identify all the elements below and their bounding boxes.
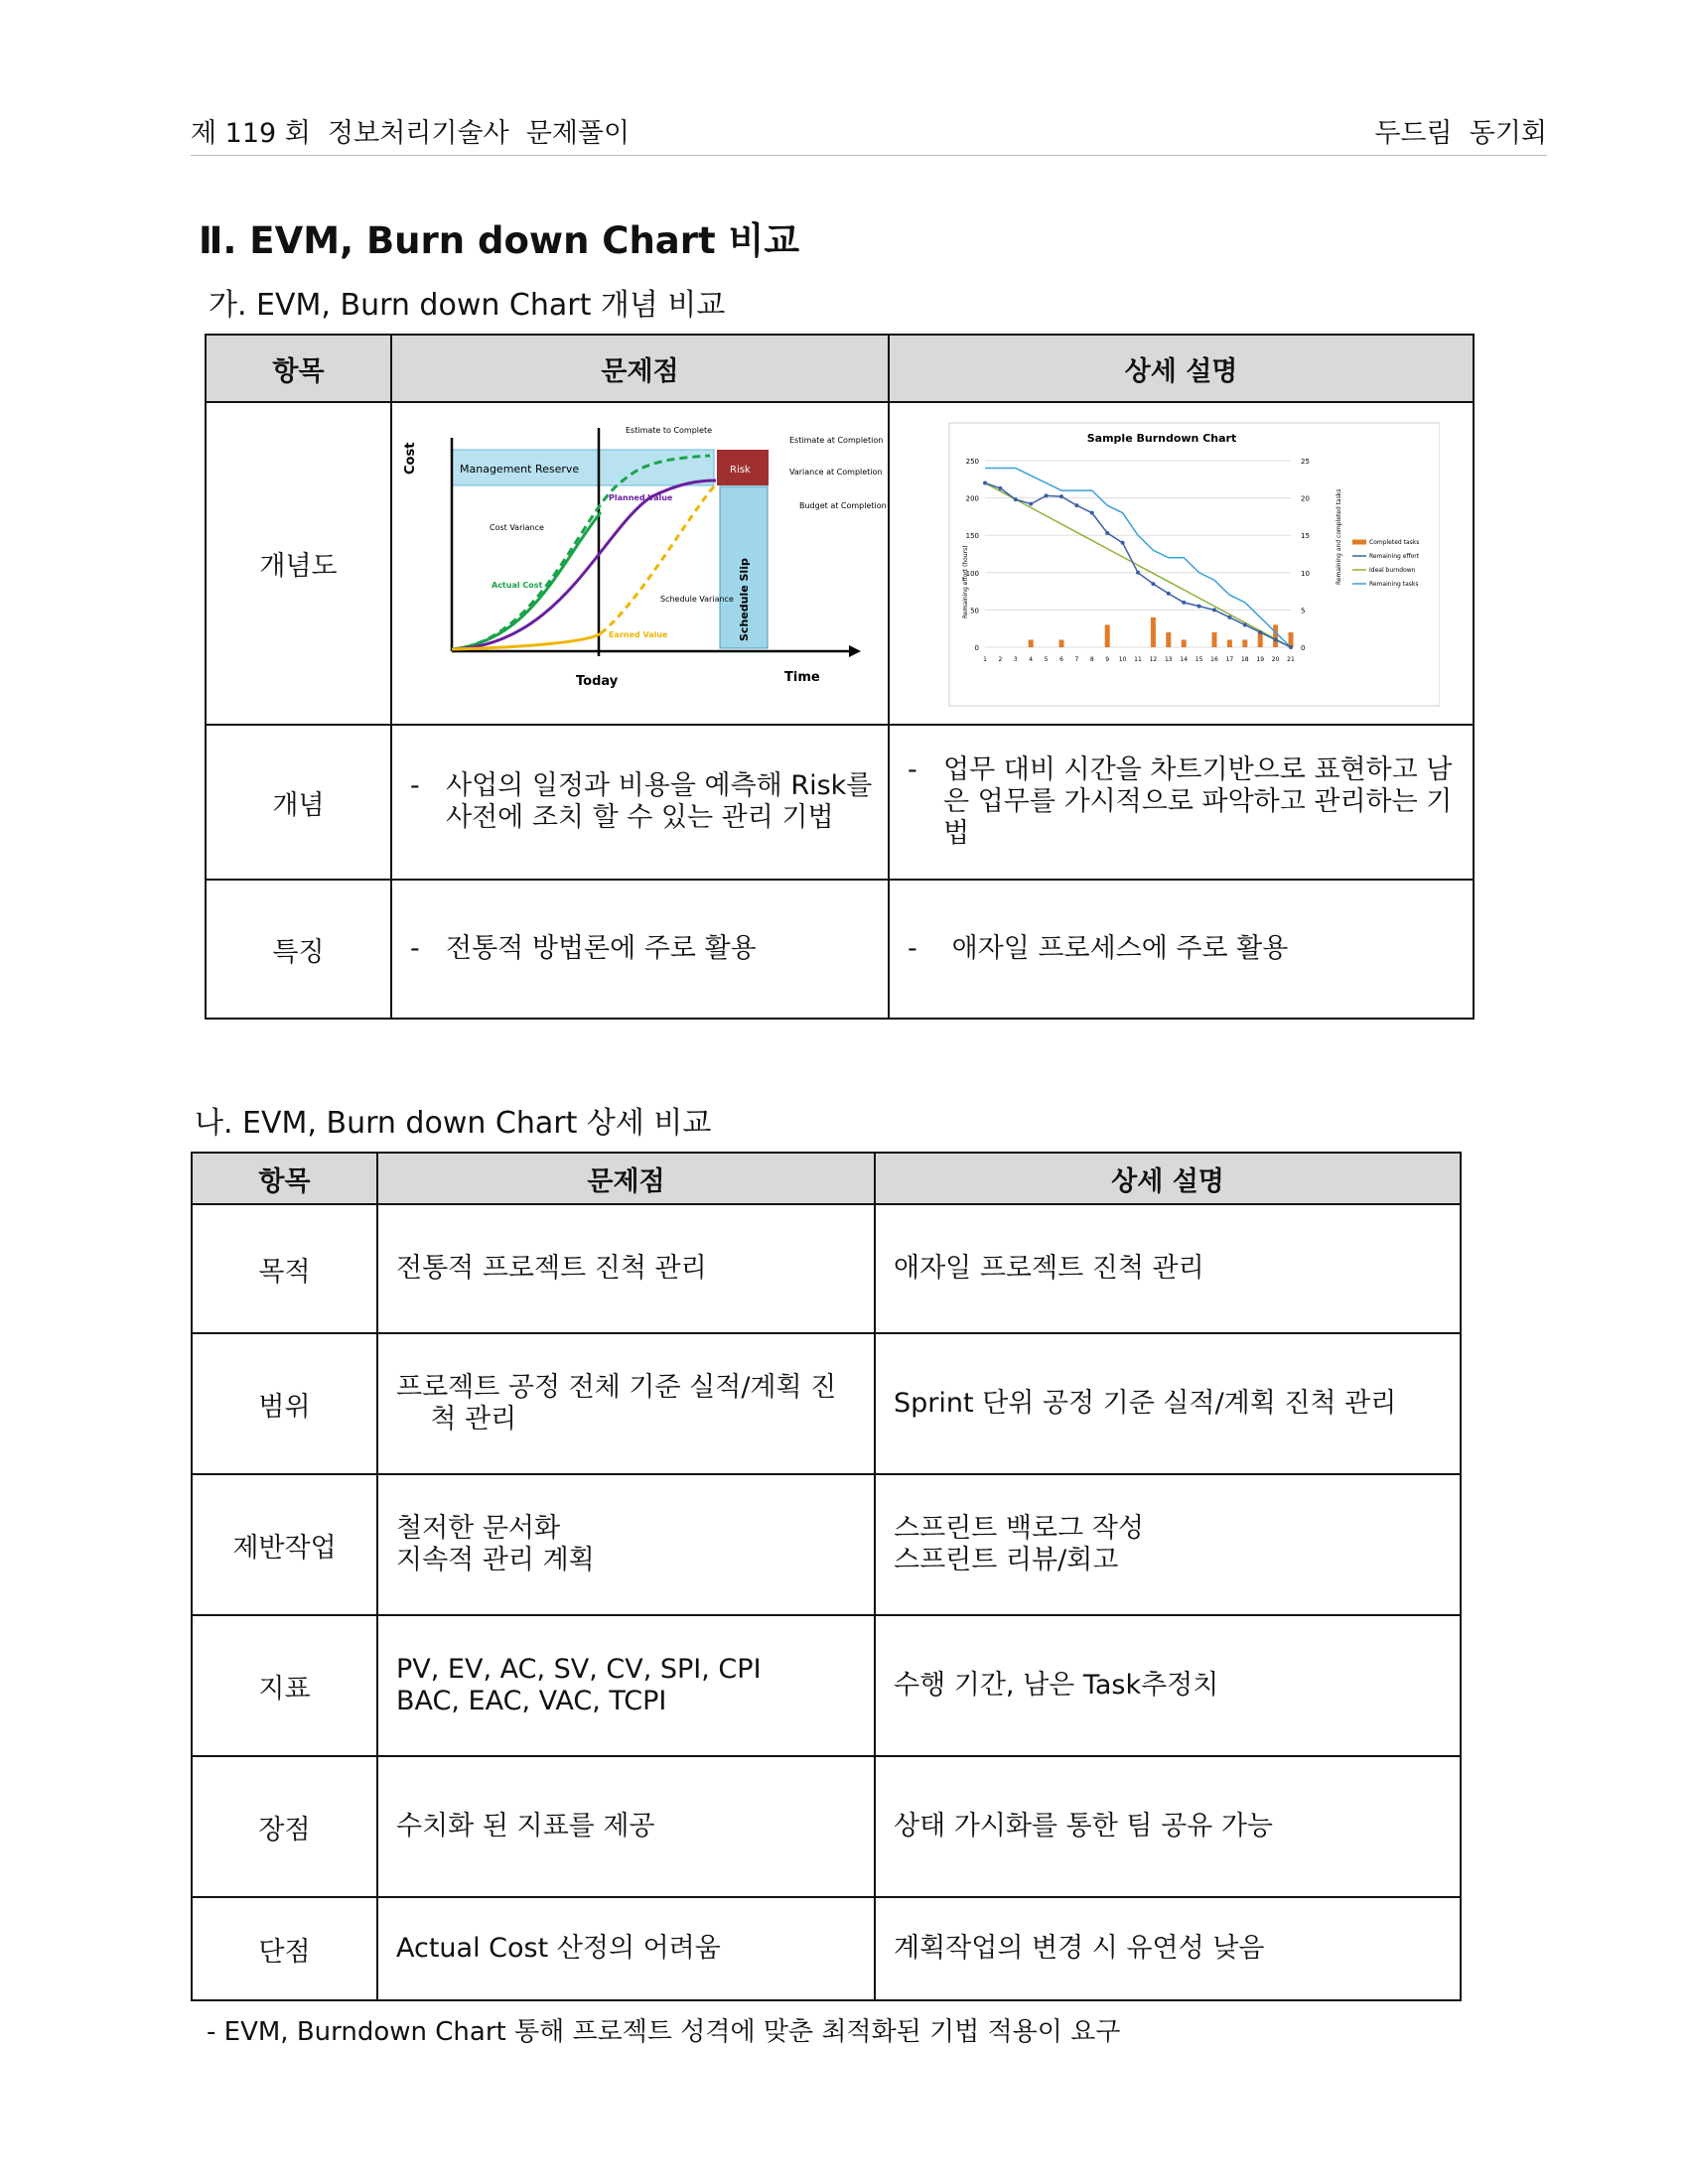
evm-today-label: Today (576, 674, 619, 689)
row-label: 목적 (192, 1204, 377, 1333)
remaining-effort-point (1136, 571, 1140, 575)
remaining-effort-point (1044, 493, 1048, 497)
x-tick: 21 (1286, 656, 1295, 663)
evm-cell: 수치화 된 지표를 제공 (377, 1756, 875, 1897)
evm-sv-label: Schedule Variance (660, 595, 734, 604)
concept-table (205, 334, 1475, 1020)
burndown-chart-cell (889, 402, 1474, 725)
remaining-effort-point (983, 481, 987, 485)
completed-bar (1242, 639, 1247, 647)
y-right-tick: 5 (1300, 607, 1305, 615)
col-header-item: 항목 (206, 335, 391, 402)
y-left-tick: 150 (965, 532, 979, 541)
col-header-problem: 문제점 (391, 335, 889, 402)
burndown-cell: 스프린트 백로그 작성 스프린트 리뷰/회고 (875, 1474, 1461, 1615)
x-tick: 10 (1118, 656, 1126, 663)
evm-bac-label: Budget at Completion (799, 501, 887, 510)
evm-cell: 철저한 문서화 지속적 관리 계획 (377, 1474, 875, 1615)
completed-bar (1257, 632, 1262, 647)
remaining-effort-point (1074, 503, 1078, 507)
row-label-feature: 특징 (206, 880, 391, 1019)
burndown-title: Sample Burndown Chart (1086, 432, 1236, 445)
row-label: 장점 (192, 1756, 377, 1897)
y-left-tick: 0 (974, 644, 979, 652)
detail-table (191, 1152, 1462, 2001)
x-tick: 8 (1089, 656, 1094, 663)
evm-time-label: Time (784, 670, 820, 685)
burndown-cell: 수행 기간, 남은 Task추정치 (875, 1615, 1461, 1756)
burndown-cell: 애자일 프로젝트 진척 관리 (875, 1204, 1461, 1333)
burndown-chart (923, 411, 1440, 709)
burndown-concept: 업무 대비 시간을 차트기반으로 표현하고 남은 업무를 가시적으로 파악하고 관리하는 기법 (943, 754, 1453, 849)
completed-bar (1150, 617, 1155, 647)
completed-bar (1181, 639, 1186, 647)
remaining-effort-point (1289, 645, 1293, 649)
completed-bar (1273, 624, 1278, 647)
x-tick: 9 (1104, 656, 1109, 663)
burndown-y-right-label: Remaining and completed tasks (1335, 488, 1342, 585)
evm-vac-label: Variance at Completion (789, 468, 883, 477)
row-label: 단점 (192, 1897, 377, 2000)
x-tick: 2 (997, 656, 1002, 663)
evm-concept: 사업의 일정과 비용을 예측해 Risk를 사전에 조치 할 수 있는 관리 기법 (446, 770, 873, 833)
remaining-effort-point (1059, 494, 1063, 498)
row-label: 지표 (192, 1615, 377, 1756)
y-right-tick: 0 (1300, 644, 1305, 652)
burndown-y-left-label: Remaining effort (hours) (961, 545, 969, 618)
col-header-item: 항목 (192, 1153, 377, 1204)
remaining-effort-point (1013, 497, 1017, 501)
section-title: Ⅱ. EVM, Burn down Chart 비교 (199, 219, 800, 262)
burndown-cell: Sprint 단위 공정 기준 실적/계획 진척 관리 (875, 1333, 1461, 1474)
completed-bar (1226, 639, 1231, 647)
remaining-effort-point (1120, 541, 1124, 545)
y-right-tick: 20 (1300, 494, 1310, 503)
row-label-concept: 개념 (206, 725, 391, 880)
dash-mark: - (410, 933, 420, 964)
x-tick: 11 (1133, 656, 1142, 663)
dash-mark: - (908, 933, 917, 964)
evm-eac-label: Estimate at Completion (789, 436, 884, 445)
x-tick: 6 (1058, 656, 1063, 663)
remaining-effort-point (998, 486, 1002, 490)
evm-diagram-cell (391, 402, 889, 725)
y-right-tick: 25 (1300, 458, 1310, 466)
x-tick: 7 (1073, 656, 1078, 663)
remaining-effort-point (1151, 582, 1155, 586)
evm-cell: 프로젝트 공정 전체 기준 실적/계획 진 척 관리 (377, 1333, 875, 1474)
legend-label: Remaining tasks (1368, 581, 1419, 588)
completed-bar (1104, 624, 1109, 647)
header-left: 제 119 회 정보처리기술사 문제풀이 (191, 118, 631, 149)
remaining-effort-point (1029, 502, 1033, 506)
remaining-effort-point (1258, 630, 1262, 634)
y-left-tick: 50 (969, 607, 979, 615)
remaining-effort-point (1227, 615, 1231, 619)
x-tick: 20 (1271, 656, 1279, 663)
evm-slip-label: Schedule Slip (738, 558, 751, 641)
completed-bar (1028, 639, 1033, 647)
row-label: 제반작업 (192, 1474, 377, 1615)
subsection-2-title: 나. EVM, Burn down Chart 상세 비교 (195, 1106, 712, 1141)
y-left-tick: 200 (965, 494, 979, 503)
completed-bar (1166, 632, 1171, 647)
x-tick: 12 (1149, 656, 1157, 663)
col-header-detail: 상세 설명 (889, 335, 1474, 402)
x-tick: 19 (1255, 656, 1264, 663)
evm-feature: 전통적 방법론에 주로 활용 (446, 933, 757, 964)
remaining-effort-point (1273, 637, 1277, 641)
completed-bar (1058, 639, 1063, 647)
remaining-effort-point (1166, 592, 1170, 596)
evm-diagram (392, 403, 889, 717)
x-tick: 5 (1044, 656, 1049, 663)
evm-ev-label: Earned Value (609, 630, 668, 639)
row-label-diagram: 개념도 (206, 402, 391, 725)
evm-risk-label: Risk (730, 465, 751, 476)
footer-note: - EVM, Burndown Chart 통해 프로젝트 성격에 맞춘 최적화된 기법 적용이 요구 (207, 2017, 1121, 2047)
legend-label: Completed tasks (1368, 539, 1419, 546)
evm-management-reserve-label: Management Reserve (460, 463, 580, 476)
burndown-cell: 계획작업의 변경 시 유연성 낮음 (875, 1897, 1461, 2000)
x-tick: 16 (1209, 656, 1218, 663)
evm-cell: Actual Cost 산정의 어려움 (377, 1897, 875, 2000)
remaining-effort-point (1089, 511, 1093, 515)
page-header (191, 111, 1547, 156)
completed-bar (1211, 632, 1216, 647)
remaining-effort-point (1196, 605, 1200, 609)
y-left-tick: 250 (965, 458, 979, 466)
y-right-tick: 15 (1300, 532, 1310, 541)
evm-cv-label: Cost Variance (490, 523, 544, 532)
x-tick: 3 (1013, 656, 1018, 663)
x-tick: 4 (1028, 656, 1033, 663)
col-header-problem: 문제점 (377, 1153, 875, 1204)
x-tick: 13 (1164, 656, 1173, 663)
legend-label: Ideal burndown (1368, 567, 1415, 574)
evm-ac-label: Actual Cost (492, 581, 543, 590)
subsection-1-title: 가. EVM, Burn down Chart 개념 비교 (209, 288, 726, 323)
legend-label: Remaining effort (1368, 553, 1419, 560)
y-right-tick: 10 (1300, 569, 1310, 578)
y-left-tick: 100 (965, 569, 979, 578)
row-label: 범위 (192, 1333, 377, 1474)
evm-cell: 전통적 프로젝트 진척 관리 (377, 1204, 875, 1333)
remaining-effort-point (1105, 531, 1109, 535)
header-right: 두드림 동기회 (1374, 118, 1547, 149)
remaining-effort-point (1242, 622, 1246, 626)
x-tick: 1 (982, 656, 987, 663)
evm-cost-label: Cost (403, 442, 418, 475)
x-tick: 14 (1179, 656, 1188, 663)
dash-mark: - (908, 754, 917, 785)
remaining-effort-point (1212, 608, 1216, 612)
remaining-effort-point (1182, 601, 1186, 605)
col-header-detail: 상세 설명 (875, 1153, 1461, 1204)
evm-etc-label: Estimate to Complete (626, 426, 713, 435)
x-tick: 15 (1195, 656, 1202, 663)
dash-mark: - (410, 770, 420, 801)
evm-cell: PV, EV, AC, SV, CV, SPI, CPI BAC, EAC, VAC, TCPI (377, 1615, 875, 1756)
burndown-feature: 애자일 프로세스에 주로 활용 (943, 933, 1289, 964)
x-tick: 17 (1225, 656, 1233, 663)
x-tick: 18 (1240, 656, 1249, 663)
evm-pv-label: Planned Value (609, 493, 673, 502)
burndown-cell: 상태 가시화를 통한 팀 공유 가능 (875, 1756, 1461, 1897)
